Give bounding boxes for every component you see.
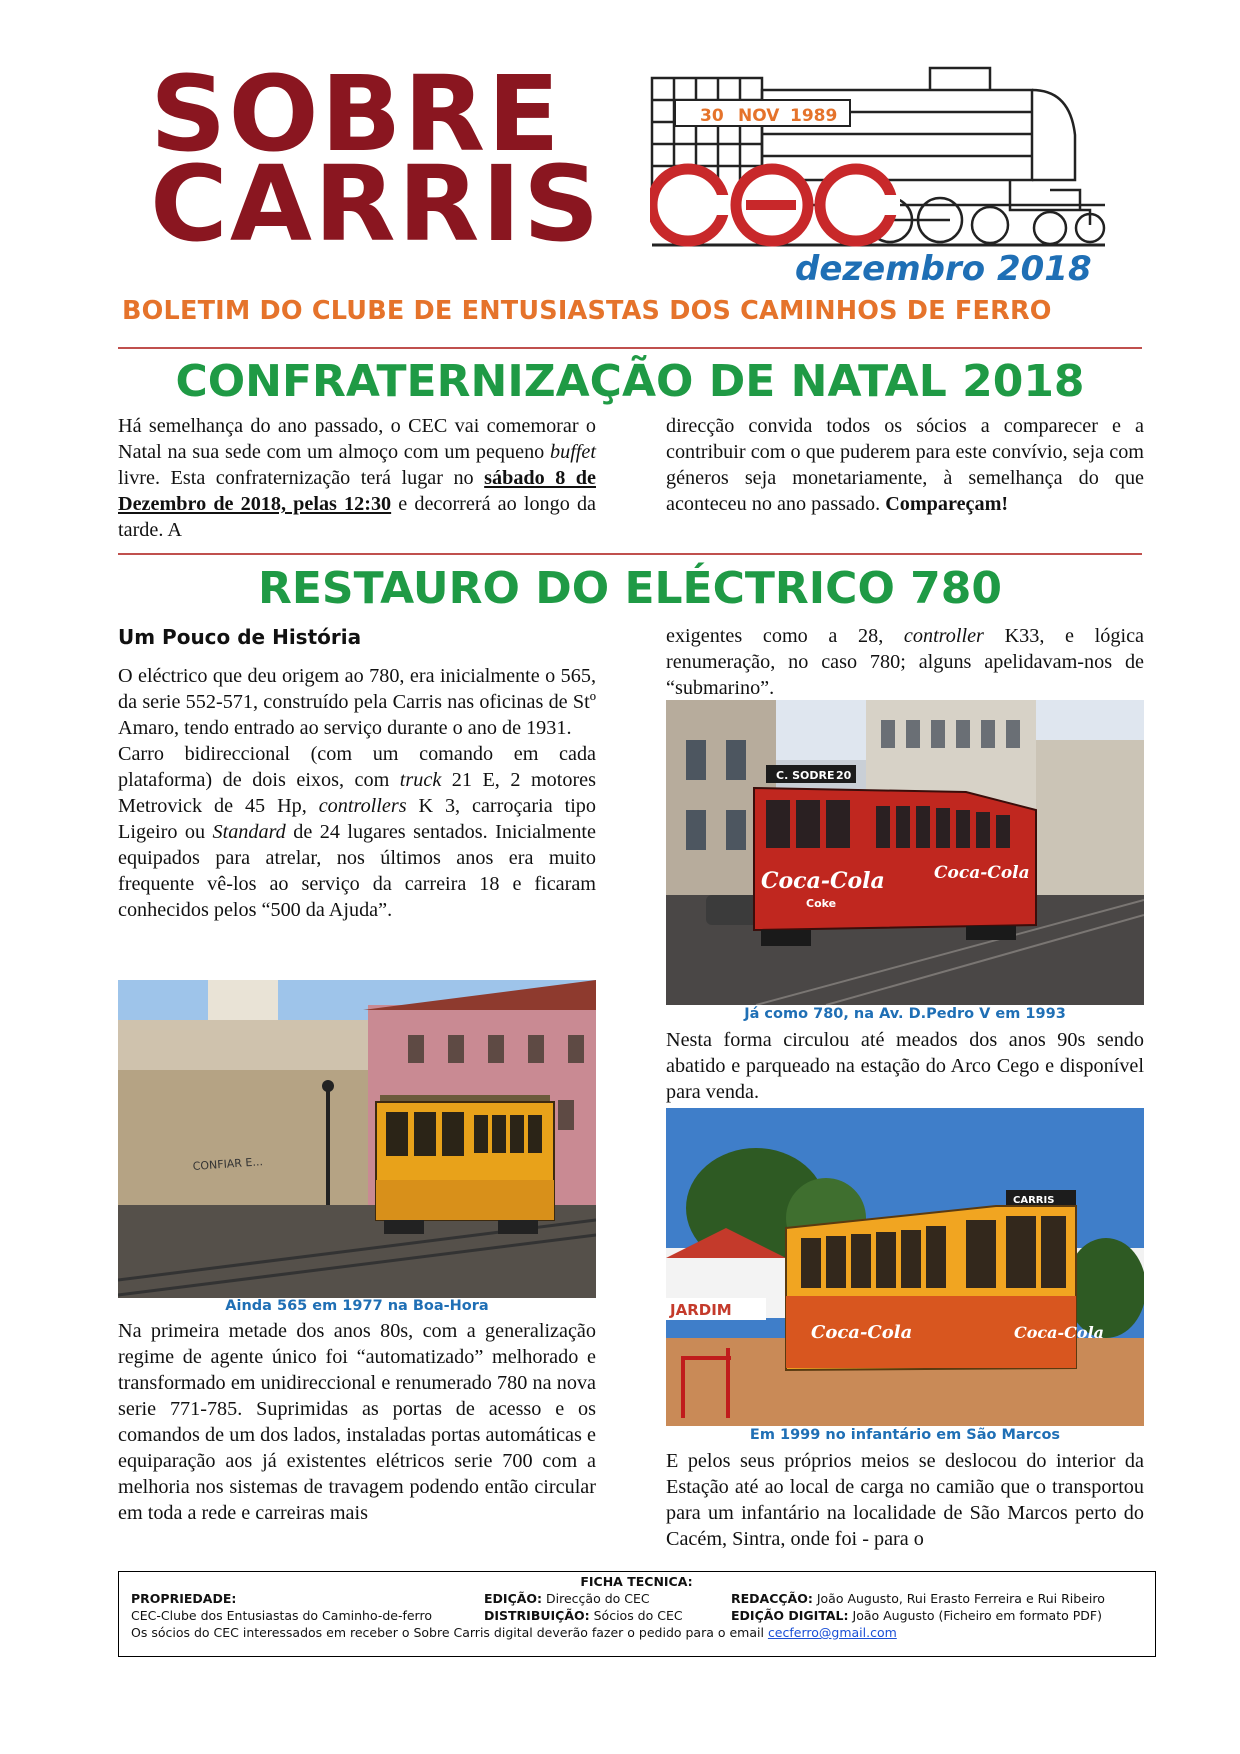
ficha-digital-edition bbox=[731, 1607, 1102, 1625]
masthead-subtitle: BOLETIM DO CLUBE DE ENTUSIASTAS DOS CAMINHOS DE FERRO bbox=[122, 296, 1052, 326]
photo-caption-1: Ainda 565 em 1977 na Boa-Hora bbox=[225, 1298, 489, 1314]
label: DISTRIBUIÇÃO: bbox=[484, 1608, 590, 1623]
ficha-distribution bbox=[484, 1607, 683, 1625]
masthead-title-line2: CARRIS bbox=[150, 143, 602, 265]
article2-left-lower bbox=[118, 1318, 596, 1526]
text-run-emphasis: buffet bbox=[550, 441, 596, 463]
label: EDIÇÃO: bbox=[484, 1591, 543, 1606]
ficha-heading: FICHA TECNICA: bbox=[580, 1574, 693, 1589]
article1-right-column bbox=[666, 413, 1144, 517]
text-run: de 24 lugares sentados. Inicialmente equipados para atrelar, nos últimos anos era muito frequente vê-los ao serviço da carreira 18 e ficaram conhecidos pelos “500 da Ajuda”. bbox=[118, 821, 596, 921]
tram-route-number: 20 bbox=[836, 769, 852, 782]
text-run: Há semelhança do ano passado, o CEC vai comemorar o Natal na sua sede com um almoço com um pequeno bbox=[118, 415, 596, 463]
masthead-title-line1: SOBRE bbox=[150, 53, 562, 175]
value: João Augusto, Rui Erasto Ferreira e Rui Ribeiro bbox=[812, 1591, 1105, 1606]
text-run: e decorrerá ao longo da tarde. A bbox=[118, 493, 596, 541]
tram-advert-coke: Coke bbox=[806, 897, 837, 910]
text-run-emphasis: controllers bbox=[318, 795, 407, 817]
event-date-highlight: sábado 8 de Dezembro de 2018, pelas 12:30 bbox=[118, 467, 596, 515]
photo-caption-2: Já como 780, na Av. D.Pedro V em 1993 bbox=[744, 1006, 1066, 1022]
logo-date-year: 1989 bbox=[790, 106, 838, 126]
article1-left-column bbox=[118, 413, 596, 543]
photo-tram-780-d-pedro-v bbox=[666, 700, 1144, 1005]
history-paragraph-5: Nesta forma circulou até meados dos anos 90s sendo abatido e parqueado na estação do Arco Cego e disponível para venda. bbox=[666, 1029, 1144, 1103]
article1-left-paragraph bbox=[118, 413, 596, 543]
article2-right-upper bbox=[666, 623, 1144, 701]
value: Sócios do CEC bbox=[589, 1608, 683, 1623]
logo-date-day: 30 bbox=[700, 106, 724, 126]
text-run-emphasis: truck bbox=[399, 769, 442, 791]
tram-advert-side: Coca-Cola bbox=[934, 863, 1030, 883]
logo-date bbox=[675, 100, 850, 126]
text-run: direcção convida todos os sócios a comparecer e a contribuir com o que puderem para este convívio, seja com géneros seja monetariamente, à semelhança do que aconteceu no ano passado. bbox=[666, 415, 1144, 515]
note-text: Os sócios do CEC interessados em receber o Sobre Carris digital deverão fazer o pedido para o email bbox=[131, 1625, 768, 1640]
text-run: K 3, carroçaria tipo Ligeiro ou bbox=[118, 795, 596, 843]
text-run: exigentes como a 28, bbox=[666, 625, 904, 647]
tram2-dest-sign: CARRIS bbox=[1013, 1195, 1055, 1206]
email-link[interactable]: cecferro@gmail.com bbox=[767, 1625, 897, 1640]
tram-destination-sign: C. SODRE bbox=[776, 769, 835, 782]
tram-advert-front: Coca-Cola bbox=[761, 868, 885, 894]
locomotive-logo bbox=[650, 60, 1110, 260]
photo-tram-sao-marcos bbox=[666, 1108, 1144, 1426]
value: João Augusto (Ficheiro em formato PDF) bbox=[848, 1608, 1102, 1623]
divider-rule bbox=[118, 347, 1142, 349]
value: Direcção do CEC bbox=[542, 1591, 650, 1606]
article2-right-middle bbox=[666, 1027, 1144, 1105]
text-run: 21 E, 2 motores Metrovick de 45 Hp, bbox=[118, 769, 596, 817]
tram2-advert-side: Coca-Cola bbox=[811, 1322, 913, 1343]
ficha-property-label bbox=[131, 1590, 236, 1608]
call-to-action: Compareçam! bbox=[885, 493, 1009, 515]
yellow-tram bbox=[376, 1095, 554, 1234]
tram2-advert-front: Coca-Cola bbox=[1014, 1323, 1105, 1342]
ficha-property-value: CEC-Clube dos Entusiastas do Caminho-de-ferro bbox=[131, 1608, 432, 1623]
divider-rule bbox=[118, 553, 1142, 555]
text-run: K33, e lógica renumeração, no caso 780; alguns apelidavam-nos de “submarino”. bbox=[666, 625, 1144, 699]
history-paragraph-3: Na primeira metade dos anos 80s, com a generalização regime de agente único foi “automatizado” melhorado e transformado em unidireccional e renumerado 780 na nova serie 771-785. Suprimidas as portas de acesso e os comandos de um dos lados, instaladas portas automáticas e equiparação aos já existentes elétricos serie 700 com a melhoria nos sistemas de travagem podendo então circular em toda a rede e carreiras mais bbox=[118, 1320, 596, 1524]
ficha-edition bbox=[484, 1590, 650, 1608]
photo-tram-565-boa-hora bbox=[118, 980, 596, 1298]
text-run-emphasis: Standard bbox=[212, 821, 286, 843]
history-paragraph-1: O eléctrico que deu origem ao 780, era inicialmente o 565, da serie 552-571, construído pela Carris nas oficinas de Stº Amaro, tendo entrado ao serviço durante o ano de 1931. bbox=[118, 665, 596, 739]
article1-right-paragraph bbox=[666, 413, 1144, 517]
article2-right-lower bbox=[666, 1448, 1144, 1552]
ficha-subscription-note bbox=[131, 1624, 897, 1642]
label: PROPRIEDADE: bbox=[131, 1591, 237, 1606]
article1-headline: CONFRATERNIZAÇÃO DE NATAL 2018 bbox=[175, 356, 1085, 407]
ficha-tecnica-box bbox=[118, 1571, 1156, 1657]
article2-headline: RESTAURO DO ELÉCTRICO 780 bbox=[257, 563, 1003, 614]
text-run: Carro bidireccional (com um comando em cada plataforma) de dois eixos, com bbox=[118, 743, 596, 791]
label: EDIÇÃO DIGITAL: bbox=[731, 1608, 849, 1623]
photo-caption-3: Em 1999 no infantário em São Marcos bbox=[749, 1427, 1061, 1443]
cec-logo-wheels bbox=[652, 169, 900, 241]
wall-graffiti: CONFIAR E... bbox=[192, 1155, 264, 1173]
article2-left-upper bbox=[118, 663, 596, 923]
history-paragraph-4 bbox=[666, 623, 1144, 701]
text-run-emphasis: controller bbox=[903, 625, 984, 647]
text-run: livre. Esta confraternização terá lugar no bbox=[118, 467, 485, 489]
kindergarten-sign: JARDIM bbox=[670, 1301, 732, 1319]
logo-date-month: NOV bbox=[738, 106, 780, 126]
article2-subhead: Um Pouco de História bbox=[118, 625, 362, 649]
history-paragraph-2 bbox=[118, 741, 596, 923]
history-paragraph-6: E pelos seus próprios meios se deslocou do interior da Estação até ao local de carga no camião que o transportou para um infantário na localidade de São Marcos perto do Cacém, Sintra, onde foi - para o bbox=[666, 1450, 1144, 1550]
ficha-editorial bbox=[731, 1590, 1105, 1608]
label: REDACÇÃO: bbox=[731, 1591, 813, 1606]
edition-date: dezembro 2018 bbox=[795, 249, 1092, 289]
